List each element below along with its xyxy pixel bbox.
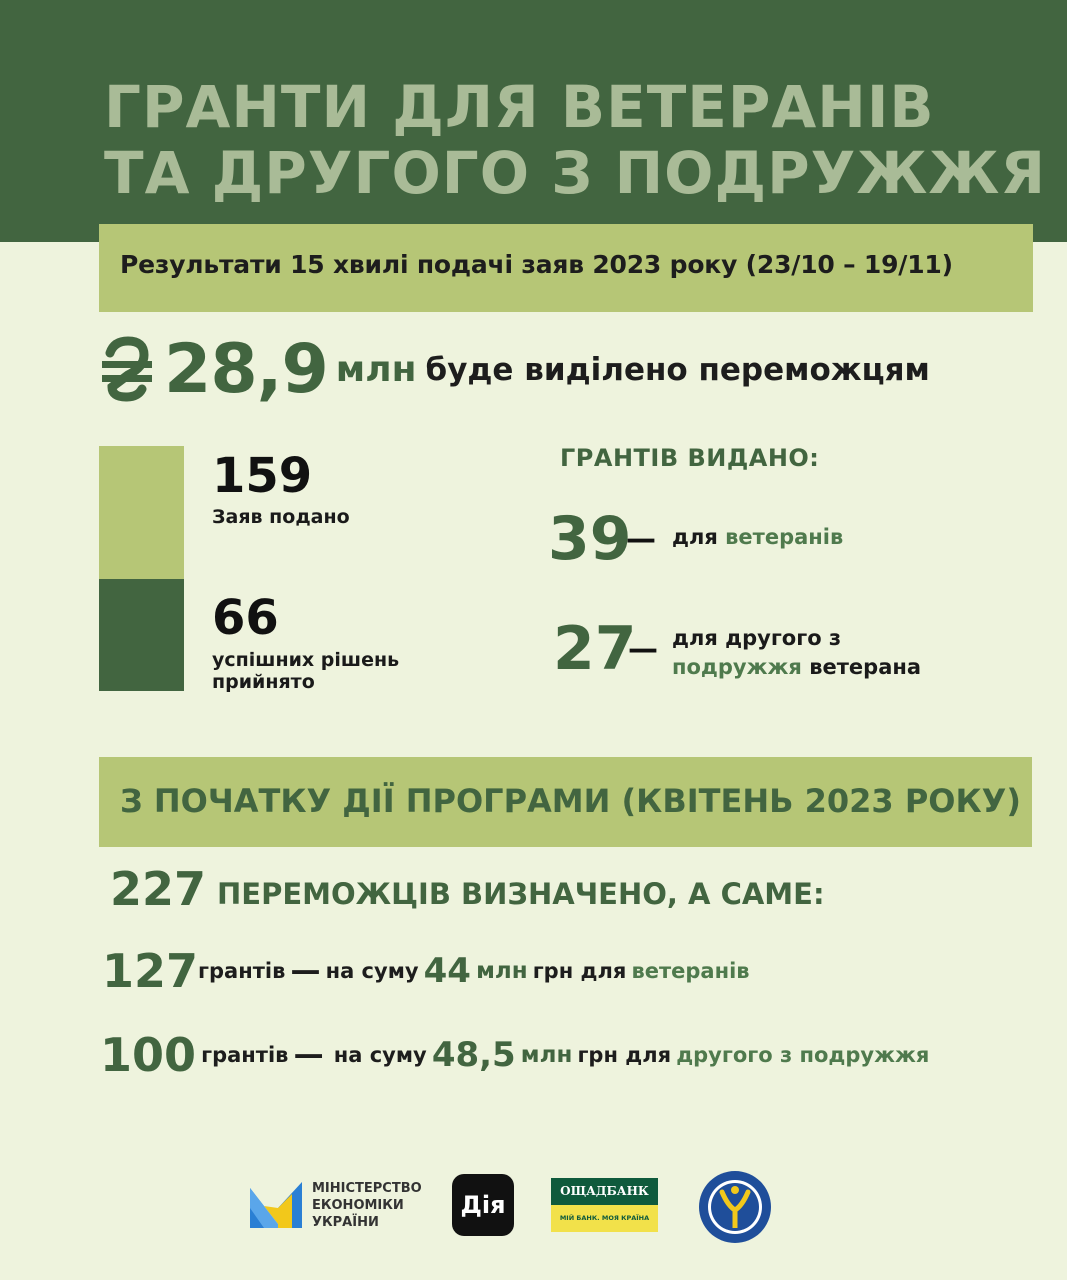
diia-logo: Дія	[452, 1174, 514, 1236]
row-for-sum: на суму	[325, 959, 419, 983]
row-for-sum: на суму	[333, 1043, 427, 1067]
row-amount: 44	[423, 951, 471, 991]
page-title-line-1: ГРАНТИ ДЛЯ ВЕТЕРАНІВ	[104, 73, 935, 141]
oschadbank-logo-name: ОЩАДБАНК	[551, 1178, 658, 1205]
row-amount: 48,5	[431, 1035, 516, 1075]
grants-veterans-prefix: для	[672, 525, 718, 549]
grants-spouses-line2	[672, 653, 921, 682]
successful-label: успішних рішень прийнято	[212, 649, 400, 693]
page-title-line-2: ТА ДРУГОГО З ПОДРУЖЖЯ	[104, 139, 1047, 207]
row-count: 100	[100, 1028, 197, 1082]
dash: —	[628, 632, 658, 667]
program-row-spouses	[100, 1028, 929, 1082]
row-recipient: ветеранів	[631, 959, 750, 983]
program-row-veterans	[102, 944, 750, 998]
grants-spouses-accent: подружжя	[672, 655, 802, 679]
budget-amount: 28,9	[164, 330, 328, 409]
ministry-line: ЕКОНОМІКИ	[312, 1198, 404, 1213]
row-currency: грн для	[532, 959, 627, 983]
winners-count: 227	[110, 862, 207, 916]
budget-text: буде виділено переможцям	[425, 351, 930, 388]
row-recipient: другого з подружжя	[676, 1043, 930, 1067]
employment-service-logo-icon	[698, 1170, 772, 1244]
budget-line	[100, 330, 930, 410]
ministry-logo-text	[312, 1180, 422, 1231]
row-currency: грн для	[577, 1043, 672, 1067]
successful-count: 66	[212, 590, 279, 646]
dash: —	[290, 953, 321, 989]
grants-veterans-accent: ветеранів	[725, 525, 844, 549]
program-heading: З ПОЧАТКУ ДІЇ ПРОГРАМИ (КВІТЕНЬ 2023 РОКУ)	[120, 782, 1021, 820]
grants-veterans-count: 39	[548, 504, 632, 574]
grants-veterans-label	[672, 525, 843, 549]
grants-spouses-count: 27	[553, 614, 637, 684]
row-word: грантів	[201, 1043, 289, 1067]
submitted-bar	[99, 446, 184, 579]
oschadbank-logo-slogan: МІЙ БАНК. МОЯ КРАЇНА	[551, 1205, 658, 1232]
submitted-count: 159	[212, 448, 313, 504]
dash: —	[293, 1037, 324, 1073]
hryvnia-icon	[100, 335, 154, 405]
ministry-logo-icon	[248, 1178, 304, 1232]
winners-text: ПЕРЕМОЖЦІВ ВИЗНАЧЕНО, А САМЕ:	[217, 877, 825, 911]
grants-spouses-line1: для другого з	[672, 626, 842, 650]
grants-spouses-suffix: ветерана	[809, 655, 922, 679]
results-heading: Результати 15 хвилі подачі заяв 2023 року (23/10 – 19/11)	[120, 250, 953, 279]
successful-bar	[99, 579, 184, 691]
page-title	[104, 74, 1046, 206]
grants-issued-title: ГРАНТІВ ВИДАНО:	[560, 444, 820, 472]
submitted-label: Заяв подано	[212, 506, 350, 528]
grants-spouses-label	[672, 624, 921, 682]
ministry-line: УКРАЇНИ	[312, 1215, 379, 1230]
row-unit: млн	[476, 958, 528, 984]
ministry-line: МІНІСТЕРСТВО	[312, 1181, 422, 1196]
dash: —	[626, 522, 656, 557]
row-unit: млн	[520, 1042, 573, 1068]
row-count: 127	[102, 944, 199, 998]
budget-unit: млн	[335, 349, 417, 390]
row-word: грантів	[198, 959, 286, 983]
